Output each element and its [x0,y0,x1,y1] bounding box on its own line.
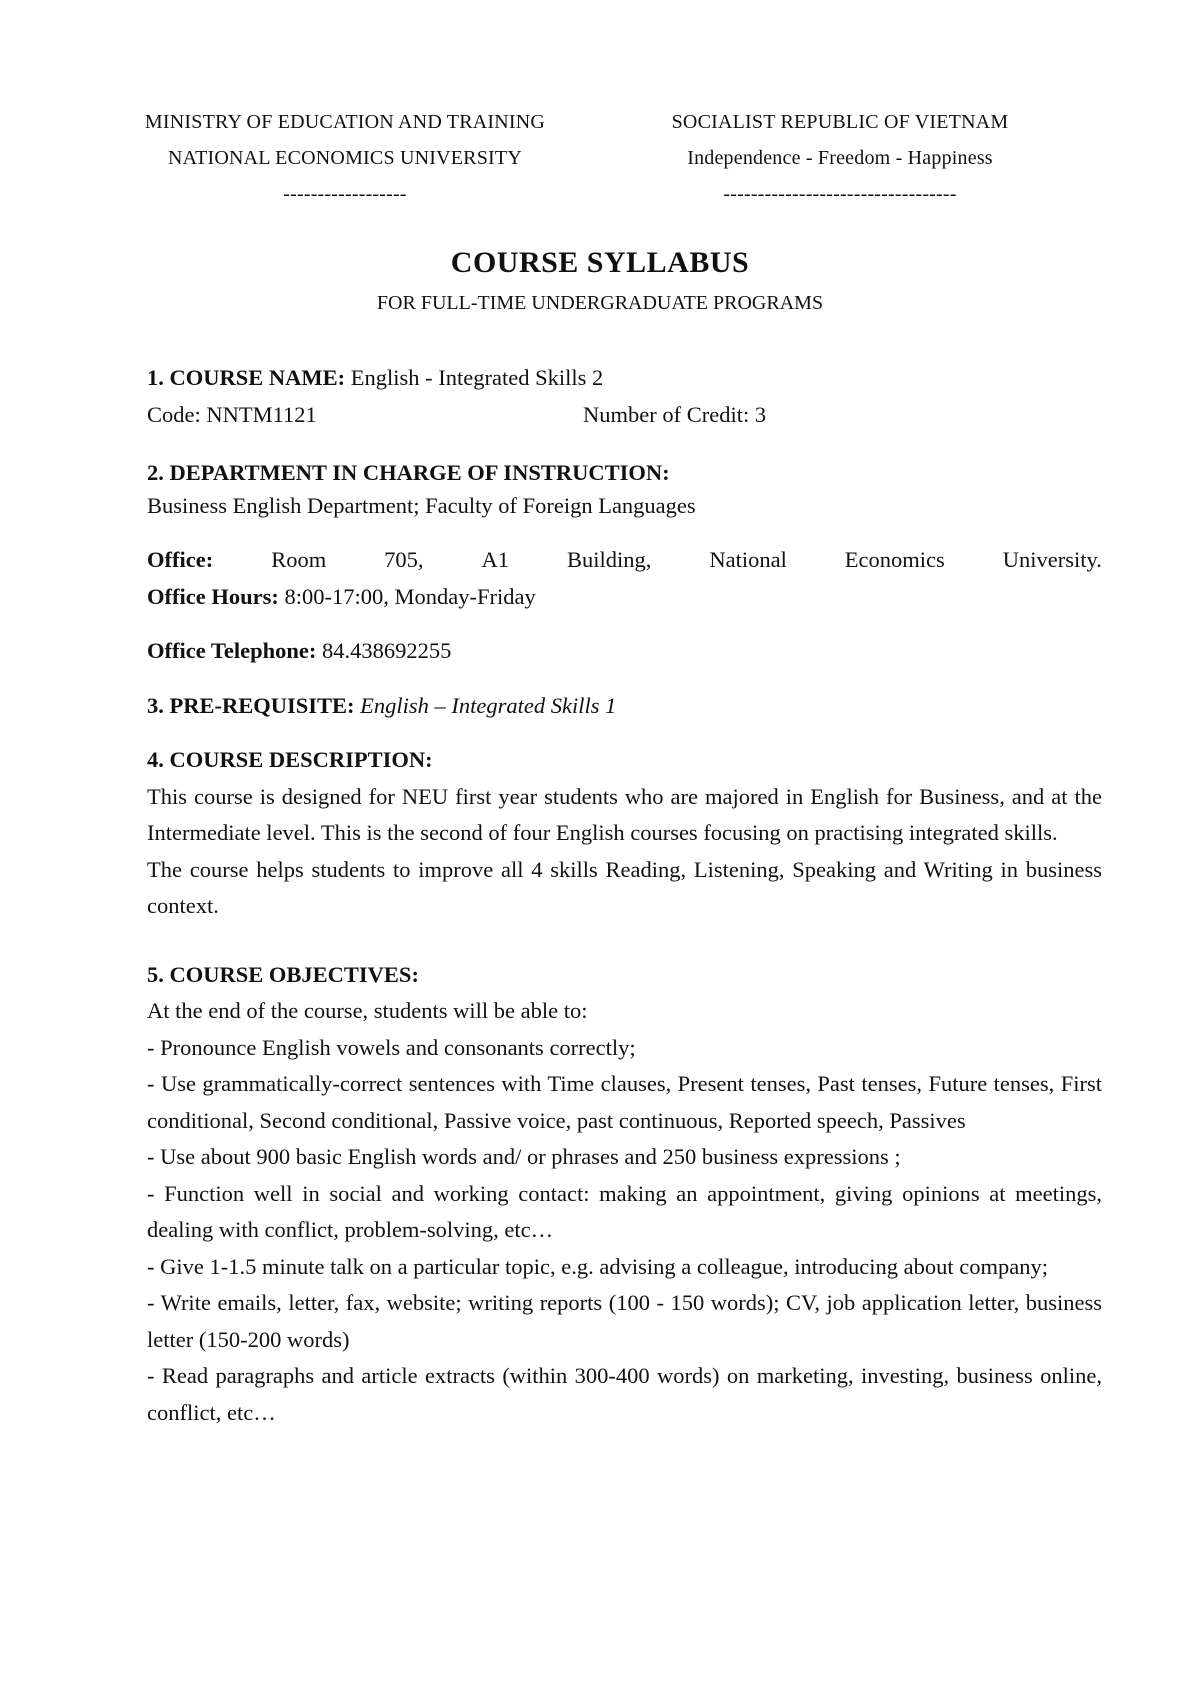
office-word: National [709,547,787,572]
office-word: A1 [481,547,510,572]
description-heading: 4. COURSE DESCRIPTION: [147,747,433,772]
code-credit-row [147,397,1102,434]
office-row [147,542,1102,579]
objectives-intro: At the end of the course, students will be able to: [147,998,588,1023]
prerequisite-label: 3. PRE-REQUISITE: [147,692,355,718]
course-name-value: English - Integrated Skills 2 [345,365,604,390]
prerequisite-value: English – Integrated Skills 1 [354,692,617,718]
header-right-rule: ---------------------------------- [723,183,957,205]
office-hours-label: Office Hours: [147,583,279,609]
department-value: Business English Department; Faculty of Foreign Languages [147,492,696,518]
document-subtitle: FOR FULL-TIME UNDERGRADUATE PROGRAMS [376,292,824,314]
objectives-heading: 5. COURSE OBJECTIVES: [147,961,419,987]
course-name-label: 1. COURSE NAME: [147,365,346,390]
objective-item: - Write emails, letter, fax, website; writing reports (100 - 150 words); CV, job application letter, business letter (150-200 words) [147,1290,1102,1352]
objective-item: - Use grammatically-correct sentences with Time clauses, Present tenses, Past tenses, Future tenses, First conditional, Second conditional, Passive voice, past continuous, Reported speech, Passives [147,1071,1102,1133]
office-word: University. [1002,547,1102,572]
header-left-rule: ------------------ [283,183,407,205]
course-credit: Number of Credit: 3 [583,401,767,427]
prerequisite-line [147,688,1102,725]
country-name: SOCIALIST REPUBLIC OF VIETNAM [671,111,1009,133]
office-phone-line [147,633,1102,670]
office-hours-line [147,579,1102,616]
document-body [147,360,1102,1431]
office-word: Building, [566,547,652,572]
office-label: Office: [147,547,214,572]
objective-item: - Read paragraphs and article extracts (within 300-400 words) on marketing, investing, business online, conflict, etc… [147,1363,1102,1425]
objective-item: - Pronounce English vowels and consonants correctly; [147,1034,636,1060]
header-left [120,104,570,212]
office-hours-value: 8:00-17:00, Monday-Friday [278,583,536,609]
objective-item: - Use about 900 basic English words and/ or phrases and 250 business expressions ; [147,1144,901,1169]
department-heading: 2. DEPARTMENT IN CHARGE OF INSTRUCTION: [147,460,670,485]
office-phone-value: 84.438692255 [316,638,452,663]
university-name: NATIONAL ECONOMICS UNIVERSITY [168,147,522,169]
national-motto: Independence - Freedom - Happiness [687,147,993,169]
objective-item: - Give 1-1.5 minute talk on a particular topic, e.g. advising a colleague, introducing about company; [147,1253,1048,1279]
description-paragraph: This course is designed for NEU first year students who are majored in English for Business, and at the Intermediate level. This is the second of four English courses focusing on practising integrated skills. [147,783,1102,845]
course-code: Code: NNTM1121 [147,401,317,427]
office-word: 705, [384,547,424,572]
office-word: Economics [844,547,945,572]
office-phone-label: Office Telephone: [147,638,317,663]
document-title: COURSE SYLLABUS [450,246,750,279]
office-word: Room [271,547,327,572]
description-paragraph: The course helps students to improve all 4 skills Reading, Listening, Speaking and Writing in business context. [147,856,1102,918]
header-right [610,104,1070,212]
course-name-line [147,360,1102,397]
objective-item: - Function well in social and working contact: making an appointment, giving opinions at meetings, dealing with conflict, problem-solving, etc… [147,1180,1102,1242]
ministry-name: MINISTRY OF EDUCATION AND TRAINING [144,111,546,133]
